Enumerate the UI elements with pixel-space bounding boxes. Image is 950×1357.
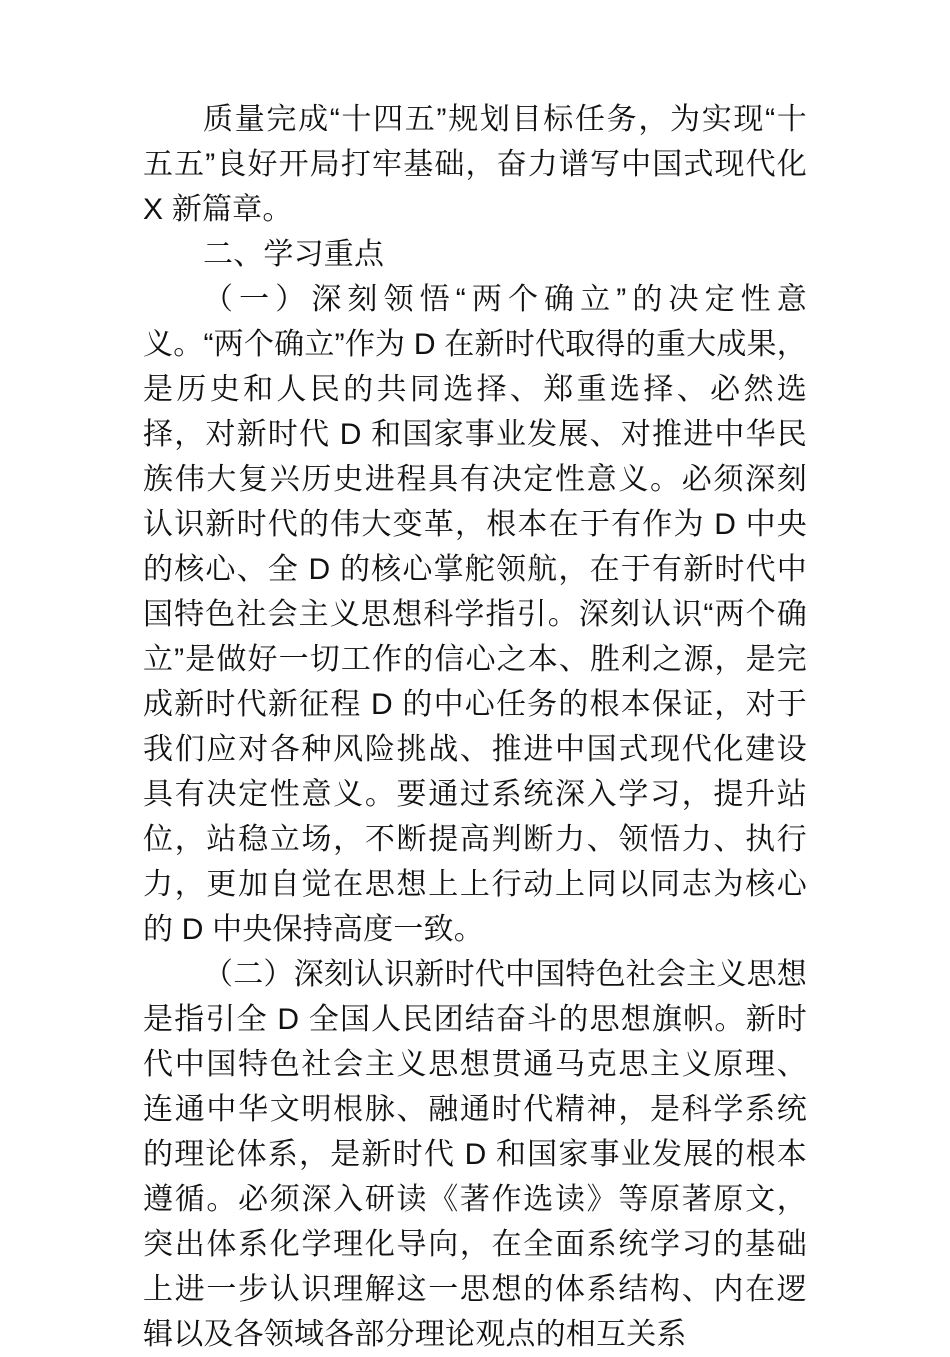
document-text-body: [143, 97, 807, 1357]
paragraph-subsection-two: （二）深刻认识新时代中国特色社会主义思想是指引全 D 全国人民团结奋斗的思想旗帜。新时代中国特色社会主义思想贯通马克思主义原理、连通中华文明根脉、融通时代精神，是科学系统的理论体系，是新时代 D 和国家事业发展的根本遵循。必须深入研读《著作选读》等原著原文，突出体系化学理化导向，在全面系统学习的基础上进一步认识理解这一思想的体系结构、内在逻辑以及各领域各部分理论观点的相互关系: [143, 958, 807, 1351]
paragraph-continued-intro: 质量完成“十四五”规划目标任务，为实现“十五五”良好开局打牢基础，奋力谱写中国式现代化 X 新篇章。: [143, 103, 807, 226]
paragraph-subsection-one: （一）深刻领悟“两个确立”的决定性意义。“两个确立”作为 D 在新时代取得的重大成果，是历史和人民的共同选择、郑重选择、必然选择，对新时代 D 和国家事业发展、对推进中华民族伟大复兴历史进程具有决定性意义。必须深刻认识新时代的伟大变革，根本在于有作为 D 中央的核心、全 D 的核心掌舵领航，在于有新时代中国特色社会主义思想科学指引。深刻认识“两个确立”是做好一切工作的信心之本、胜利之源，是完成新时代新征程 D 的中心任务的根本保证，对于我们应对各种风险挑战、推进中国式现代化建设具有决定性意义。要通过系统深入学习，提升站位，站稳立场，不断提高判断力、领悟力、执行力，更加自觉在思想上上行动上同以同志为核心的 D 中央保持高度一致。: [143, 283, 807, 946]
section-heading-two: 二、学习重点: [203, 238, 385, 271]
